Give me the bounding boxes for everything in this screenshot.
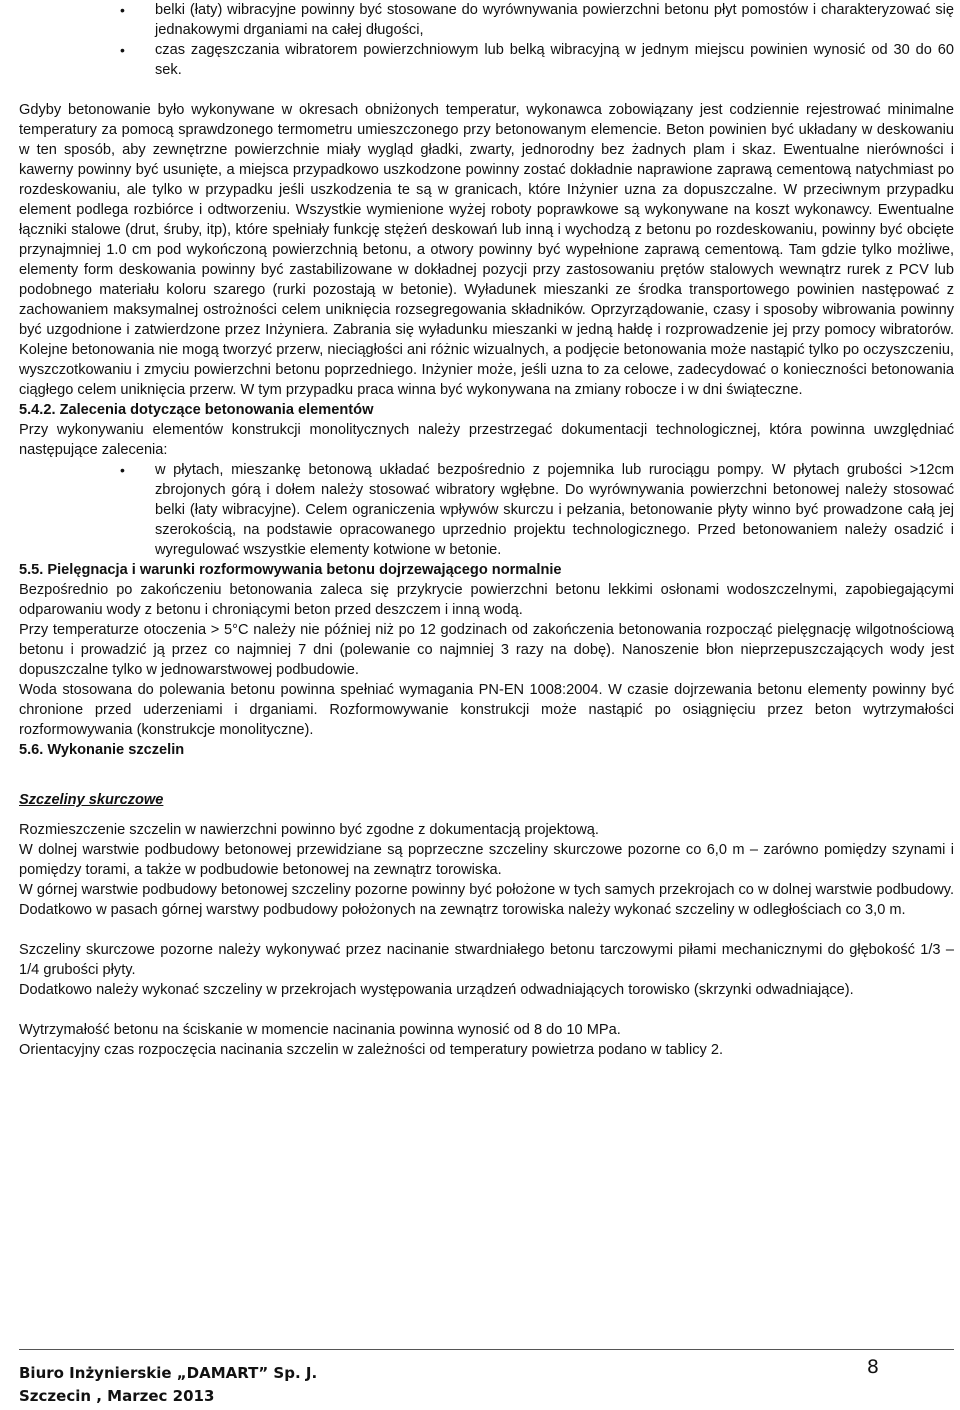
paragraph-concreting: Gdyby betonowanie było wykonywane w okresach obniżonych temperatur, wykonawca zobowiązany jest codziennie rejestrować minimalne temperatury za pomocą sprawdzonego termometru umieszczonego przy betonowanym elemencie. Beton powinien być układany w deskowaniu w ten sposób, aby zewnętrzne powierzchnie miały wygląd gładki, zwarty, jednorodny bez żadnych plam i skaz. Ewentualne nierówności i kawerny powinny być usunięte, a miejsca przypadkowo uszkodzone powinny zostać dokładnie naprawione zaprawą cementową natychmiast po rozdeskowaniu, ale tylko w przypadku jeśli uszkodzenia te są w granicach, które Inżynier uzna za dopuszczalne. W przeciwnym przypadku element podlega rozbiórce i odtworzeniu. Wszystkie wymienione wyżej roboty poprawkowe są wykonywane na koszt wykonawcy. Ewentualne łączniki stalowe (drut, śruby, itp), które spełniały funkcję stężeń deskowań lub inną i wychodzą z betonu po rozdeskowaniu, powinny być obcięte przynajmniej 1.0 cm pod wykończoną powierzchnią betonu, a otwory powinny być wypełnione zaprawą cementową. Tam gdzie tylko możliwe, elementy form deskowania powinny być zastabilizowane w dokładnej pozycji przy zastosowaniu prętów stalowych wewnątrz rurek z PCV lub podobnego materiału koloru szarego (rurki pozostają w betonie). Wyładunek mieszanki ze środka transportowego powinien następować z zachowaniem maksymalnej ostrożności celem uniknięcia rozsegregowania składników. Oprzyrządowanie, czasy i sposoby wibrowania powinny być uzgodnione i zatwierdzone przez Inżyniera. Zabrania się wyładunku mieszanki w jedną hałdę i rozprowadzenie jej przy pomocy wibratorów. Kolejne betonowania nie mogą tworzyć przerw, nieciągłości ani różnic wizualnych, a podjęcie betonowania może nastąpić tylko po oczyszczeniu, wyszczotkowaniu i zmyciu powierzchni betonu poprzedniego. Inżynier może, jeśli uzna to za celowe, zadecydować o konieczności betonowania ciągłego celem uniknięcia przerw. W tym przypadku praca winna być wykonywana na zmiany robocze i w dni świąteczne.	[19, 102, 954, 398]
section-5-5-paragraph: Bezpośrednio po zakończeniu betonowania zaleca się przykrycie powierzchni betonu lekkimi osłonami wodoszczelnymi, zapobiegającymi odparowaniu wody z betonu i chroniącymi beton przed deszczem i inną wodą.	[19, 582, 954, 618]
shrinkage-paragraph: Rozmieszczenie szczelin w nawierzchni powinno być zgodne z dokumentacją projektową.	[19, 822, 599, 838]
section-heading-5-4-2: 5.4.2. Zalecenia dotyczące betonowania elementów	[19, 402, 374, 418]
shrinkage-paragraph: Dodatkowo należy wykonać szczeliny w przekrojach występowania urządzeń odwadniających torowisko (skrzynki odwadniające).	[19, 982, 854, 998]
shrinkage-paragraph: Wytrzymałość betonu na ściskanie w momencie nacinania powinna wynosić od 8 do 10 MPa.	[19, 1022, 621, 1038]
section-5-5-paragraph: Woda stosowana do polewania betonu powinna spełniać wymagania PN-EN 1008:2004. W czasie dojrzewania betonu elementy powinny być chronione przed uderzeniami i drganiami. Rozformowywanie konstrukcji może nastąpić po osiągnięciu przez beton wytrzymałości rozformowywania (konstrukcje monolityczne).	[19, 682, 954, 738]
footer-place-date: Szczecin , Marzec 2013	[19, 1387, 215, 1405]
section-5-4-2-intro: Przy wykonywaniu elementów konstrukcji monolitycznych należy przestrzegać dokumentacji technologicznej, która powinna uwzględniać następujące zalecenia:	[19, 422, 954, 458]
section-heading-5-5: 5.5. Pielęgnacja i warunki rozformowywania betonu dojrzewającego normalnie	[19, 562, 562, 578]
document-page	[19, 0, 954, 1060]
shrinkage-paragraph: W górnej warstwie podbudowy betonowej szczeliny pozorne powinny być położone w tych samych przekrojach co w dolnej warstwie podbudowy. Dodatkowo w pasach górnej warstwy podbudowy położonych na zewnątrz torowiska należy wykonać szczeliny w odległościach co 3,0 m.	[19, 882, 955, 918]
section-5-4-2-bullets	[19, 460, 954, 560]
shrinkage-paragraph: Orientacyjny czas rozpoczęcia nacinania szczelin w zależności od temperatury powietrza podano w tablicy 2.	[19, 1042, 724, 1058]
bullet-item: • czas zagęszczania wibratorem powierzchniowym lub belką wibracyjną w jednym miejscu powinien wynosić od 30 do 60 sek.	[19, 40, 954, 80]
section-5-5-paragraph: Przy temperaturze otoczenia > 5°C należy nie później niż po 12 godzinach od zakończenia betonowania rozpocząć pielęgnację wilgotnościową betonu i prowadzić ją przez co najmniej 7 dni (polewanie co najmniej 3 razy na dobę). Nanoszenie błon nieprzepuszczających wody jest dopuszczalne tylko w jednowarstwowej podbudowie.	[19, 622, 954, 678]
section-heading-5-6: 5.6. Wykonanie szczelin	[19, 742, 185, 758]
shrinkage-paragraph: W dolnej warstwie podbudowy betonowej przewidziane są poprzeczne szczeliny skurczowe pozorne co 6,0 m – zarówno pomiędzy szynami i pomiędzy torami, a także w podbudowie betonowej na zewnątrz torowiska.	[19, 842, 954, 878]
bullet-item: • w płytach, mieszankę betonową układać bezpośrednio z pojemnika lub rurociągu pompy. W płytach grubości >12cm zbrojonych górą i dołem należy stosować wibratory wgłębne. Do wyrównywania powierzchni betonowej należy stosować belki (łaty wibracyjne). Celem ograniczenia wpływów skurczu i pełzania, betonowanie płyty winno być prowadzone całą jej szerokością, na podstawie opracowanego uprzednio projektu technologicznego. Przed betonowaniem należy osadzić i wyregulować wszystkie elementy kotwione w betonie.	[19, 460, 954, 560]
footer-divider	[19, 1349, 954, 1350]
page-number: 8	[866, 1356, 879, 1378]
bullet-item: • belki (łaty) wibracyjne powinny być stosowane do wyrównywania powierzchni betonu płyt pomostów i charakteryzować się jednakowymi drganiami na całej długości,	[19, 0, 954, 40]
top-bullet-list	[19, 0, 954, 80]
footer-company: Biuro Inżynierskie „DAMART” Sp. J.	[19, 1364, 318, 1382]
footer-info	[19, 1362, 317, 1408]
subsection-heading-shrinkage: Szczeliny skurczowe	[19, 792, 164, 808]
shrinkage-paragraph: Szczeliny skurczowe pozorne należy wykonywać przez nacinanie stwardniałego betonu tarczowymi piłami mechanicznymi do głębokość 1/3 – 1/4 grubości płyty.	[19, 942, 954, 978]
